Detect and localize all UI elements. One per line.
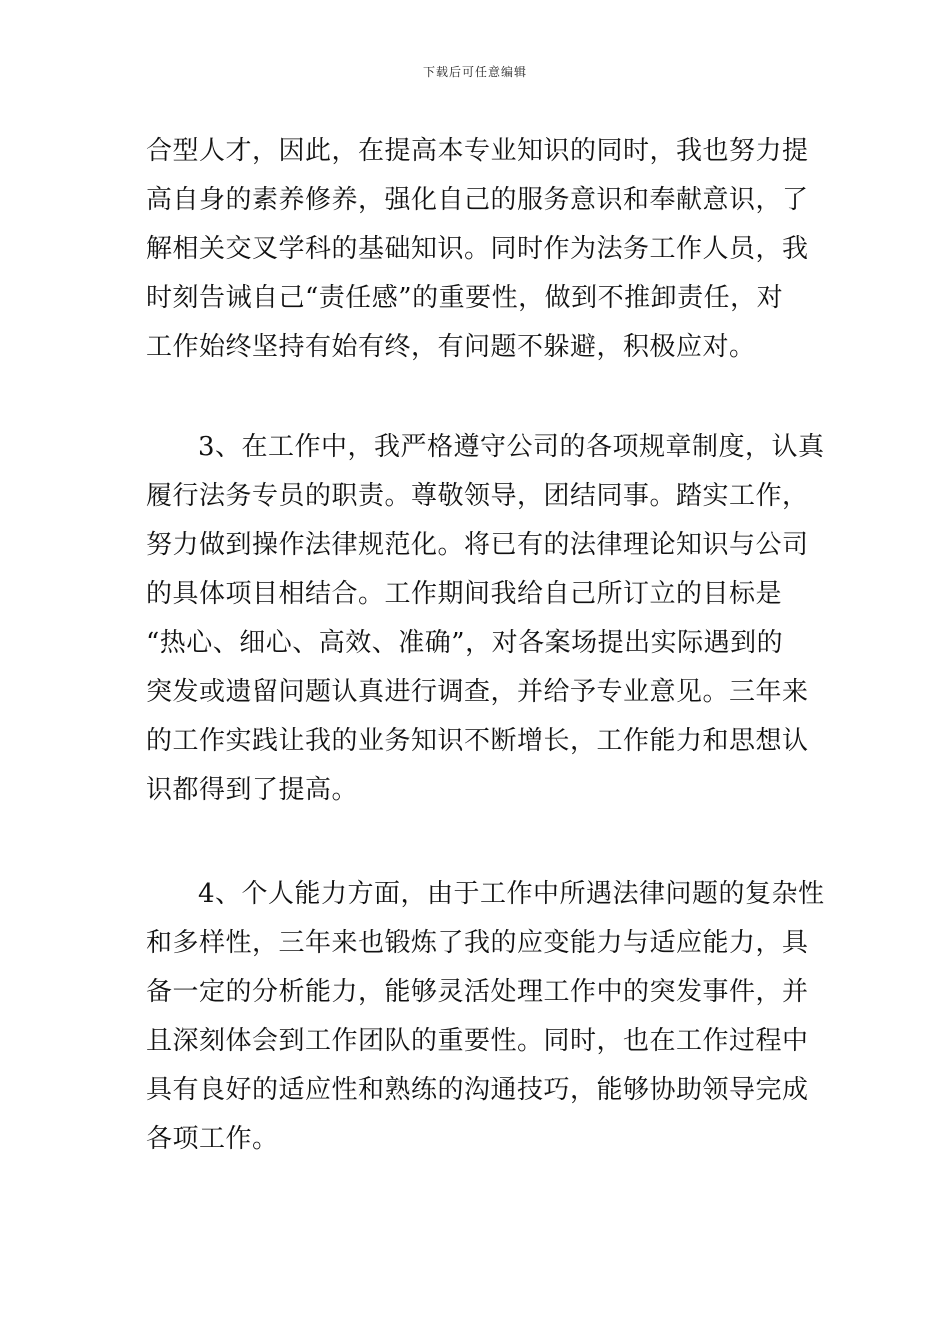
text-line: 的具体项目相结合。工作期间我给自己所订立的目标是 [146,579,783,609]
text-line: 解相关交叉学科的基础知识。同时作为法务工作人员，我 [146,234,809,264]
text-line: 各项工作。 [146,1124,279,1154]
text-line: 突发或遗留问题认真进行调查，并给予专业意见。三年来 [146,677,809,707]
text-line: 的工作实践让我的业务知识不断增长，工作能力和思想认 [146,726,809,756]
text-line: 和多样性，三年来也锻炼了我的应变能力与适应能力，具 [146,928,809,958]
paragraph-item-3 [146,423,825,815]
text-line: 具有良好的适应性和熟练的沟通技巧，能够协助领导完成 [146,1075,809,1105]
text-line: 且深刻体会到工作团队的重要性。同时，也在工作过程中 [146,1026,809,1056]
text-line: 高自身的素养修养，强化自己的服务意识和奉献意识，了 [146,185,809,215]
text-line: 备一定的分析能力，能够灵活处理工作中的突发事件，并 [146,977,809,1007]
paragraph-item-4 [146,870,825,1164]
text-line: 工作始终坚持有始有终，有问题不躲避，积极应对。 [146,332,756,362]
text-line: 4、个人能力方面，由于工作中所遇法律问题的复杂性 [198,879,825,909]
text-line: “热心、细心、高效、准确”，对各案场提出实际遇到的 [146,628,784,658]
text-line: 时刻告诫自己“责任感”的重要性，做到不推卸责任，对 [146,283,784,313]
text-line: 合型人才，因此，在提高本专业知识的同时，我也努力提 [146,136,809,166]
page-header: 下载后可任意编辑 [422,65,527,79]
paragraph-continuation [146,127,808,372]
text-line: 努力做到操作法律规范化。将已有的法律理论知识与公司 [146,530,809,560]
text-line: 履行法务专员的职责。尊敬领导，团结同事。踏实工作， [146,481,809,511]
text-line: 识都得到了提高。 [146,775,359,805]
text-line: 3、在工作中，我严格遵守公司的各项规章制度，认真 [198,432,825,462]
